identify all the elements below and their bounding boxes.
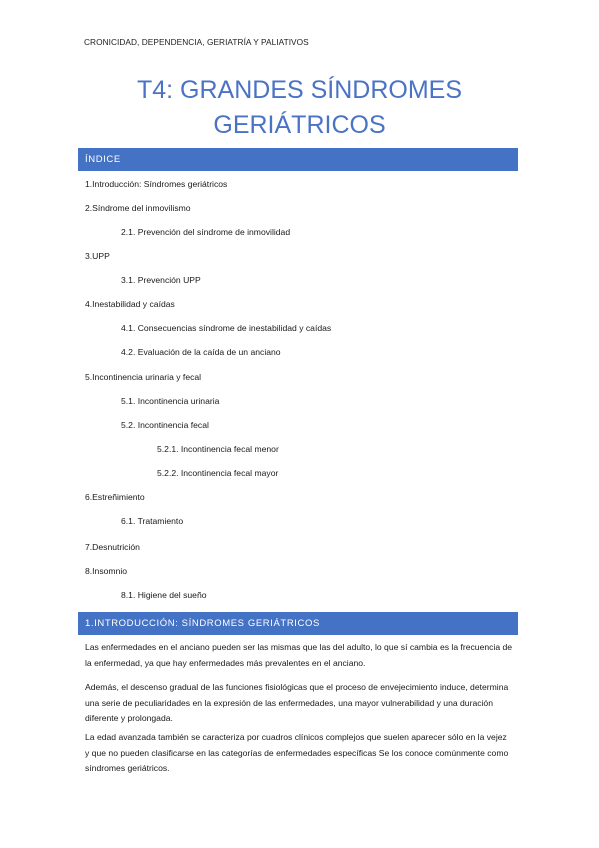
toc-item-3[interactable]: 3.UPP [85,251,110,261]
document-title-line-1: T4: GRANDES SÍNDROMES [136,76,463,104]
toc-item-5-2-1[interactable]: 5.2.1. Incontinencia fecal menor [157,444,279,454]
toc-item-8-1[interactable]: 8.1. Higiene del sueño [121,590,207,600]
paragraph-3: La edad avanzada también se caracteriza por cuadros clínicos complejos que suelen aparecer sólo en la vejez y que no pueden clasificarse en las categorías de enfermedades específicas Se los conoce comúnmente como síndromes geriátricos. [85,732,509,773]
toc-item-8[interactable]: 8.Insomnio [85,566,128,576]
toc-item-5-2[interactable]: 5.2. Incontinencia fecal [121,420,209,430]
toc-item-4-1[interactable]: 4.1. Consecuencias síndrome de inestabilidad y caídas [121,323,332,333]
section-heading-introduccion: 1.INTRODUCCIÓN: SÍNDROMES GERIÁTRICOS [78,612,518,635]
toc-item-5[interactable]: 5.Incontinencia urinaria y fecal [85,372,202,382]
toc-item-5-1[interactable]: 5.1. Incontinencia urinaria [121,396,220,406]
running-header: CRONICIDAD, DEPENDENCIA, GERIATRÍA Y PALIATIVOS [84,37,309,47]
paragraph-2: Además, el descenso gradual de las funciones fisiológicas que el proceso de envejecimiento induce, determina una serie de peculiaridades en la expresión de las enfermedades, una mayor vulnerabilidad y una duración diferente y prolongada. [85,682,509,723]
toc-item-6[interactable]: 6.Estreñimiento [85,492,145,502]
toc-item-2-1[interactable]: 2.1. Prevención del síndrome de inmovilidad [121,227,291,237]
toc-item-1[interactable]: 1.Introducción: Síndromes geriátricos [85,179,228,189]
toc-item-5-2-2[interactable]: 5.2.2. Incontinencia fecal mayor [157,468,279,478]
toc-item-4[interactable]: 4.Inestabilidad y caídas [85,299,175,309]
toc-heading: ÍNDICE [78,148,518,171]
toc-item-6-1[interactable]: 6.1. Tratamiento [121,516,184,526]
toc-item-3-1[interactable]: 3.1. Prevención UPP [121,275,201,285]
toc-item-2[interactable]: 2.Síndrome del inmovilismo [85,203,191,213]
document-title-line-2: GERIÁTRICOS [213,111,386,139]
toc-item-7[interactable]: 7.Desnutrición [85,542,140,552]
toc-item-4-2[interactable]: 4.2. Evaluación de la caída de un anciano [121,347,281,357]
paragraph-1: Las enfermedades en el anciano pueden ser las mismas que las del adulto, lo que sí cambia es la frecuencia de la enfermedad, ya que hay enfermedades más prevalentes en el anciano. [85,642,513,668]
